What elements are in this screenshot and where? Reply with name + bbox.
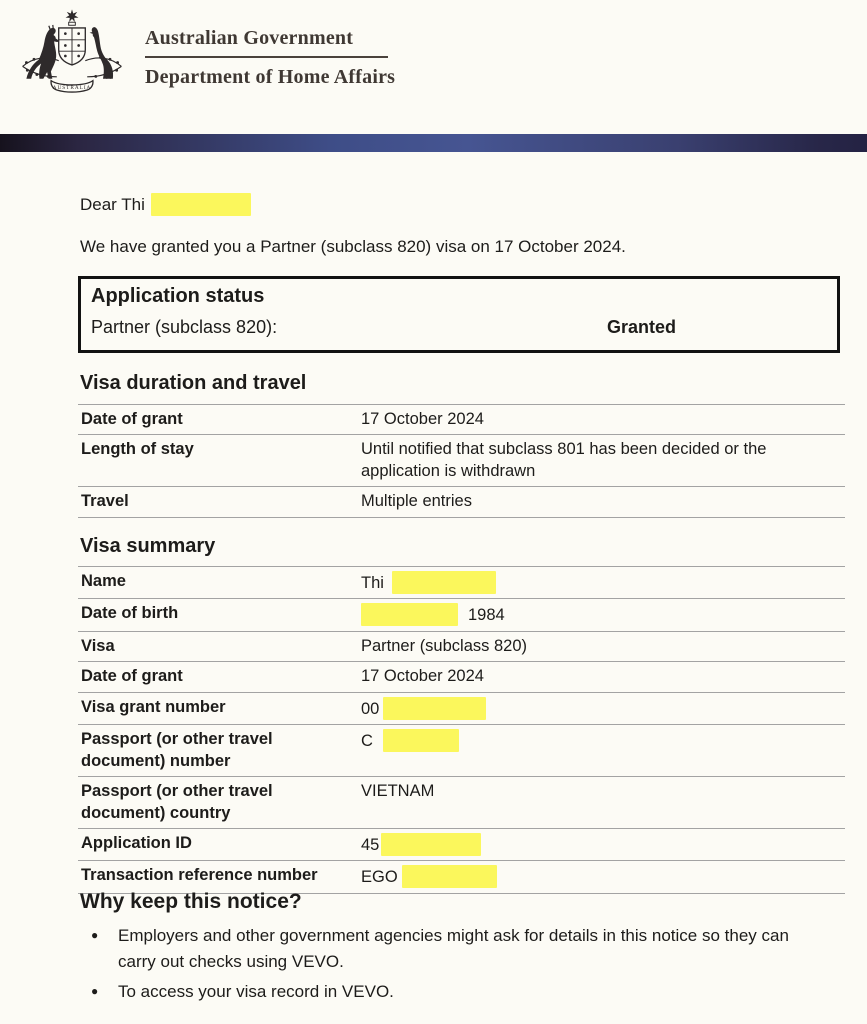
- row-label: Passport (or other travel document) number: [81, 730, 273, 770]
- row-label: Date of birth: [81, 604, 179, 623]
- row-value: 17 October 2024: [361, 410, 484, 428]
- table-row: [78, 661, 845, 691]
- row-label: Transaction reference number: [81, 866, 318, 885]
- row-label: Date of grant: [81, 667, 183, 686]
- table-row: [78, 598, 845, 630]
- redaction-highlight: [361, 603, 458, 626]
- application-status-box: [78, 276, 840, 353]
- table-row: [78, 776, 845, 828]
- redaction-highlight: [151, 193, 251, 216]
- why-keep-title: Why keep this notice?: [80, 890, 302, 913]
- brand-banner-bar: [0, 134, 867, 152]
- status-row-label: Partner (subclass 820):: [91, 317, 278, 337]
- visa-duration-title: Visa duration and travel: [80, 372, 307, 394]
- row-value-visible: 1984: [468, 606, 505, 625]
- application-status-row: [91, 317, 827, 341]
- row-value-visible: EGO: [361, 868, 398, 887]
- table-row: [78, 566, 845, 598]
- application-status-title: Application status: [91, 285, 265, 307]
- row-value-visible: 45: [361, 835, 380, 854]
- row-label: Length of stay: [81, 440, 194, 459]
- redaction-highlight: [402, 865, 497, 888]
- table-row: [78, 404, 845, 434]
- row-value-visible: C: [361, 732, 373, 751]
- commonwealth-star-icon: [66, 9, 79, 22]
- dept-wordmark: Department of Home Affairs: [145, 66, 396, 88]
- table-row: [78, 631, 845, 661]
- table-row: [78, 486, 845, 516]
- row-value: 17 October 2024: [361, 667, 484, 686]
- greeting-text: Dear Thi: [80, 195, 145, 214]
- row-value: Partner (subclass 820): [361, 636, 527, 655]
- bullet-text: To access your visa record in VEVO.: [118, 982, 394, 1001]
- greeting-line: [80, 193, 251, 216]
- status-row-value: Granted: [607, 317, 677, 337]
- table-row: [78, 434, 845, 486]
- table-row: [78, 828, 845, 860]
- visa-duration-table: [78, 404, 845, 518]
- list-item: [80, 923, 845, 974]
- list-item: [80, 979, 845, 1005]
- row-value-visible: 00: [361, 699, 380, 718]
- table-row: [78, 724, 845, 776]
- intro-line: We have granted you a Partner (subclass 820) visa on 17 October 2024.: [80, 237, 626, 256]
- row-label: Visa: [81, 636, 115, 655]
- header-divider: [145, 56, 388, 58]
- gov-wordmark: Australian Government: [145, 27, 354, 49]
- row-label: Travel: [81, 492, 129, 511]
- australian-coat-of-arms-icon: [15, 6, 129, 104]
- row-value: Until notified that subclass 801 has been decided or the application is withdrawn: [361, 440, 767, 480]
- table-row: [78, 692, 845, 724]
- row-label: Passport (or other travel document) country: [81, 782, 273, 822]
- redaction-highlight: [383, 729, 459, 752]
- why-keep-list: [80, 923, 845, 1010]
- redaction-highlight: [392, 571, 496, 594]
- bullet-text: Employers and other government agencies might ask for details in this notice so they can carry out checks using VEVO.: [118, 926, 789, 971]
- row-label: Date of grant: [81, 410, 183, 428]
- table-row: [78, 860, 845, 892]
- row-label: Visa grant number: [81, 697, 226, 716]
- visa-summary-table: [78, 566, 845, 894]
- row-value-visible: Thi: [361, 574, 384, 592]
- visa-summary-title: Visa summary: [80, 535, 216, 557]
- redaction-highlight: [383, 697, 486, 720]
- bullet-icon: ●: [91, 928, 99, 942]
- banner-text: AUSTRALIA: [52, 85, 92, 92]
- row-value: Multiple entries: [361, 492, 472, 511]
- bullet-icon: ●: [91, 984, 99, 998]
- row-value: VIETNAM: [361, 782, 435, 801]
- row-label: Name: [81, 572, 126, 590]
- row-label: Application ID: [81, 833, 192, 852]
- redaction-highlight: [381, 833, 481, 856]
